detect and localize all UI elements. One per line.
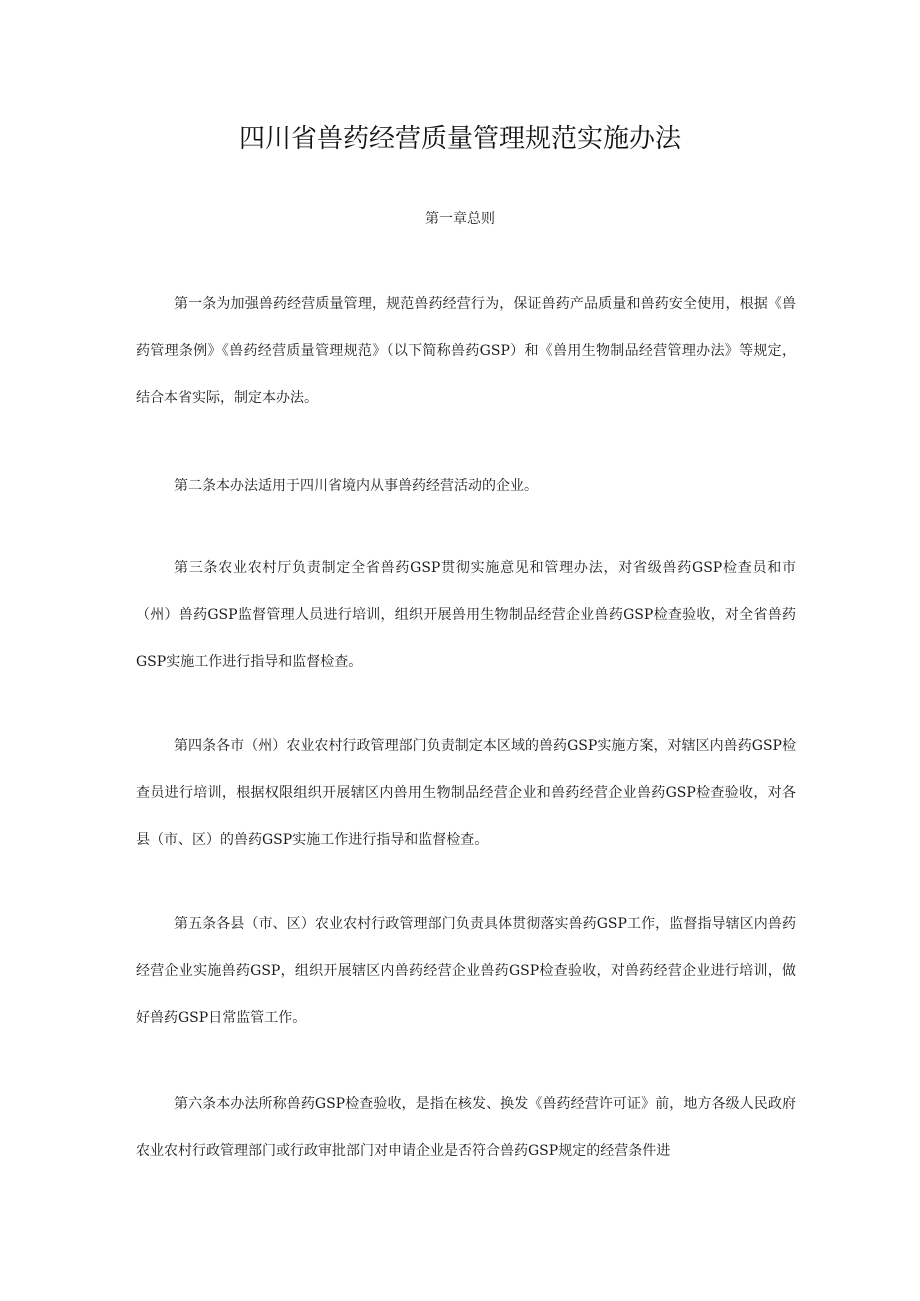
- chapter-heading: 第一章总则: [425, 211, 495, 227]
- article-1-paragraph: 第一条为加强兽药经营质量管理，规范兽药经营行为，保证兽药产品质量和兽药安全使用，根据《兽药管理条例》《兽药经营质量管理规范》（以下简称兽药GSP）和《兽用生物制品经营管理办法》等规定，结合本省实际，制定本办法。: [136, 296, 796, 406]
- article-5-paragraph: 第五条各县（市、区）农业农村行政管理部门负责具体贯彻落实兽药GSP工作，监督指导辖区内兽药经营企业实施兽药GSP，组织开展辖区内兽药经营企业兽药GSP检查验收，对兽药经营企业进行培训，做好兽药GSP日常监管工作。: [136, 916, 796, 1026]
- document-title: 四川省兽药经营质量管理规范实施办法: [238, 124, 681, 154]
- article-3-paragraph: 第三条农业农村厅负责制定全省兽药GSP贯彻实施意见和管理办法，对省级兽药GSP检查员和市（州）兽药GSP监督管理人员进行培训，组织开展兽用生物制品经营企业兽药GSP检查验收，对全省兽药GSP实施工作进行指导和监督检查。: [136, 560, 796, 670]
- article-2-paragraph: 第二条本办法适用于四川省境内从事兽药经营活动的企业。: [174, 478, 538, 494]
- article-4-paragraph: 第四条各市（州）农业农村行政管理部门负责制定本区域的兽药GSP实施方案，对辖区内兽药GSP检查员进行培训，根据权限组织开展辖区内兽用生物制品经营企业和兽药经营企业兽药GSP检查验收，对各县（市、区）的兽药GSP实施工作进行指导和监督检查。: [136, 738, 796, 848]
- article-6-paragraph: 第六条本办法所称兽药GSP检查验收，是指在核发、换发《兽药经营许可证》前，地方各级人民政府农业农村行政管理部门或行政审批部门对申请企业是否符合兽药GSP规定的经营条件进: [136, 1096, 796, 1159]
